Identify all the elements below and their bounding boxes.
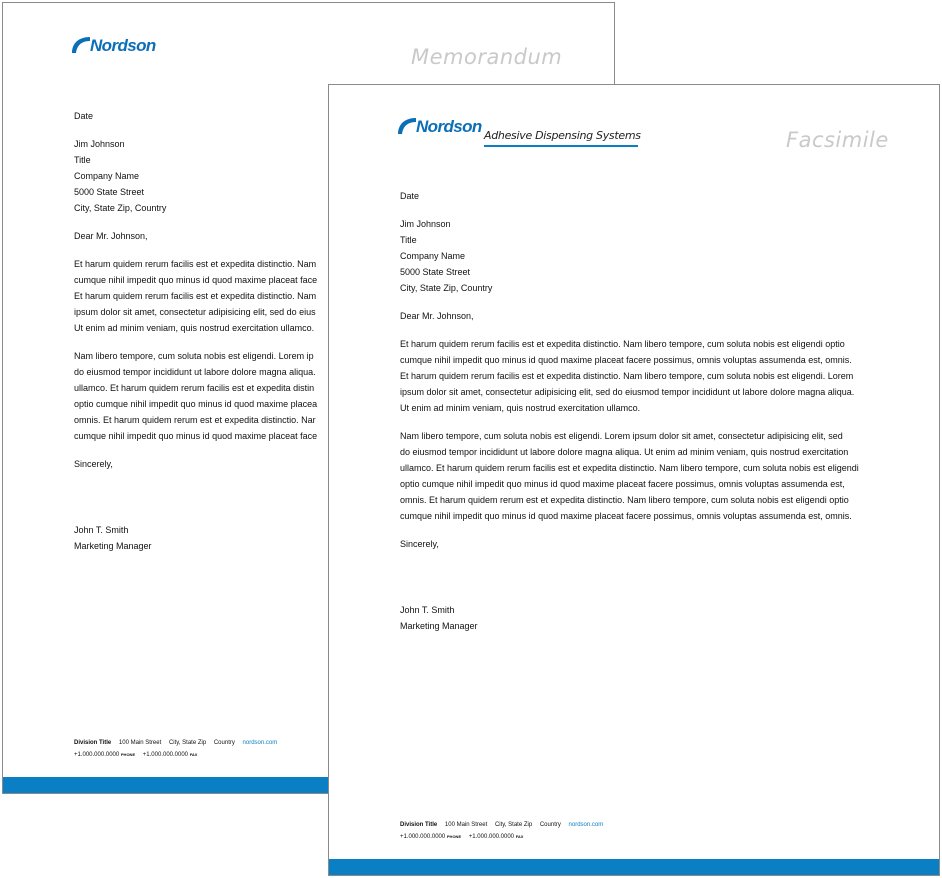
footer-city: City, State Zip (494, 822, 533, 828)
paragraph-1 (400, 336, 900, 416)
tagline-underline (484, 145, 638, 147)
text-line: cumque nihil impedit quo minus id quod maxime placeat facere possimus, omnis voluptas assumenda est, omnis. (400, 511, 852, 521)
nordson-logo (396, 115, 482, 135)
text-line: optio cumque nihil impedit quo minus id quod maxime placeat facere possimus, omnis voluptas assumenda est, (400, 479, 845, 489)
document-title: Facsimile (786, 128, 889, 152)
footer-street: 100 Main Street (444, 822, 488, 828)
nordson-logo (70, 34, 156, 54)
address-line: Company Name (74, 171, 140, 181)
footer-country: Country (213, 740, 235, 746)
signer-title: Marketing Manager (400, 621, 478, 631)
address-line: 5000 State Street (74, 187, 145, 197)
text-line: omnis. Et harum quidem rerum est et expedita distinctio. Nam libero tempore, cum soluta nobis est eligendi optio (400, 495, 849, 505)
text-line: optio cumque nihil impedit quo minus id quod maxime placea (74, 399, 318, 409)
address-line: Jim Johnson (400, 219, 451, 229)
footer-phone: +1.000.000.0000 (74, 752, 120, 758)
signer-name: John T. Smith (400, 605, 455, 615)
letter-body (400, 188, 900, 634)
text-line: Et harum quidem rerum facilis est et expedita distinctio. Nam (74, 291, 317, 301)
text-line: cumque nihil impedit quo minus id quod maxime placeat face (74, 275, 318, 285)
text-line: Et harum quidem rerum facilis est et expedita distinctio. Nam (74, 259, 317, 269)
text-line: do eiusmod tempor incididunt ut labore dolore magna aliqua. Ut enim ad minim veniam, quis nostrud exercitation (400, 447, 849, 457)
nordson-swoosh-icon (70, 34, 90, 54)
logo-wordmark: Nordson (90, 36, 156, 55)
nordson-swoosh-icon (396, 115, 416, 135)
closing: Sincerely, (74, 459, 113, 469)
date-line: Date (400, 191, 420, 201)
logo-wordmark: Nordson (416, 117, 482, 136)
salutation: Dear Mr. Johnson, (74, 231, 148, 241)
footer-color-bar (329, 859, 939, 875)
footer-country: Country (539, 822, 561, 828)
footer-street: 100 Main Street (118, 740, 162, 746)
text-line: Et harum quidem rerum facilis est et expedita distinctio. Nam libero tempore, cum soluta nobis est eligendi. Lorem (400, 371, 854, 381)
footer-fax: +1.000.000.0000 (142, 752, 189, 758)
signer-name: John T. Smith (74, 525, 129, 535)
paragraph-2 (400, 428, 900, 524)
letterhead-footer (400, 820, 603, 843)
text-line: Nam libero tempore, cum soluta nobis est eligendi. Lorem ipsum dolor sit amet, consectetur adipisicing elit, sed (400, 431, 843, 441)
closing: Sincerely, (400, 539, 439, 549)
document-title: Memorandum (411, 45, 563, 69)
footer-phone-label: PHONE (446, 834, 462, 839)
address-line: City, State Zip, Country (400, 283, 493, 293)
address-line: City, State Zip, Country (74, 203, 167, 213)
facsimile-sheet (328, 84, 940, 876)
text-line: Ut enim ad minim veniam, quis nostrud exercitation ullamco. (74, 323, 315, 333)
address-line: Company Name (400, 251, 466, 261)
address-line: 5000 State Street (400, 267, 471, 277)
date-line: Date (74, 111, 94, 121)
division-tagline (484, 129, 641, 147)
address-line: Title (74, 155, 91, 165)
text-line: do eiusmod tempor incididunt ut labore dolore magna aliqua. (74, 367, 316, 377)
text-line: ipsum dolor sit amet, consectetur adipisicing elit, sed do eiusmod tempor incididunt ut labore dolore magna aliqua. (400, 387, 855, 397)
footer-website-link[interactable]: nordson.com (242, 740, 278, 746)
text-line: Nam libero tempore, cum soluta nobis est eligendi. Lorem ip (74, 351, 314, 361)
footer-fax: +1.000.000.0000 (468, 834, 515, 840)
footer-fax-label: FAX (189, 752, 198, 757)
text-line: ipsum dolor sit amet, consectetur adipisicing elit, sed do eius (74, 307, 316, 317)
text-line: Ut enim ad minim veniam, quis nostrud exercitation ullamco. (400, 403, 641, 413)
footer-fax-label: FAX (515, 834, 524, 839)
text-line: cumque nihil impedit quo minus id quod maxime placeat facere possimus, omnis voluptas assumenda est, omnis. (400, 355, 852, 365)
text-line: Et harum quidem rerum facilis est et expedita distinctio. Nam libero tempore, cum soluta nobis est eligendi optio (400, 339, 845, 349)
address-line: Jim Johnson (74, 139, 125, 149)
text-line: ullamco. Et harum quidem rerum facilis est et expedita distinctio. Nam libero tempore, cum soluta nobis est eligendi (400, 463, 859, 473)
address-line: Title (400, 235, 417, 245)
footer-phone-label: PHONE (120, 752, 136, 757)
signer-title: Marketing Manager (74, 541, 152, 551)
letterhead-footer (74, 738, 277, 761)
salutation: Dear Mr. Johnson, (400, 311, 474, 321)
footer-division: Division Title (74, 740, 112, 746)
footer-division: Division Title (400, 822, 438, 828)
tagline-text: Adhesive Dispensing Systems (484, 129, 641, 142)
text-line: ullamco. Et harum quidem rerum facilis est et expedita distin (74, 383, 315, 393)
text-line: omnis. Et harum quidem rerum est et expedita distinctio. Nar (74, 415, 316, 425)
footer-city: City, State Zip (168, 740, 207, 746)
footer-website-link[interactable]: nordson.com (568, 822, 604, 828)
recipient-address (400, 216, 900, 296)
footer-phone: +1.000.000.0000 (400, 834, 446, 840)
text-line: cumque nihil impedit quo minus id quod maxime placeat face (74, 431, 318, 441)
